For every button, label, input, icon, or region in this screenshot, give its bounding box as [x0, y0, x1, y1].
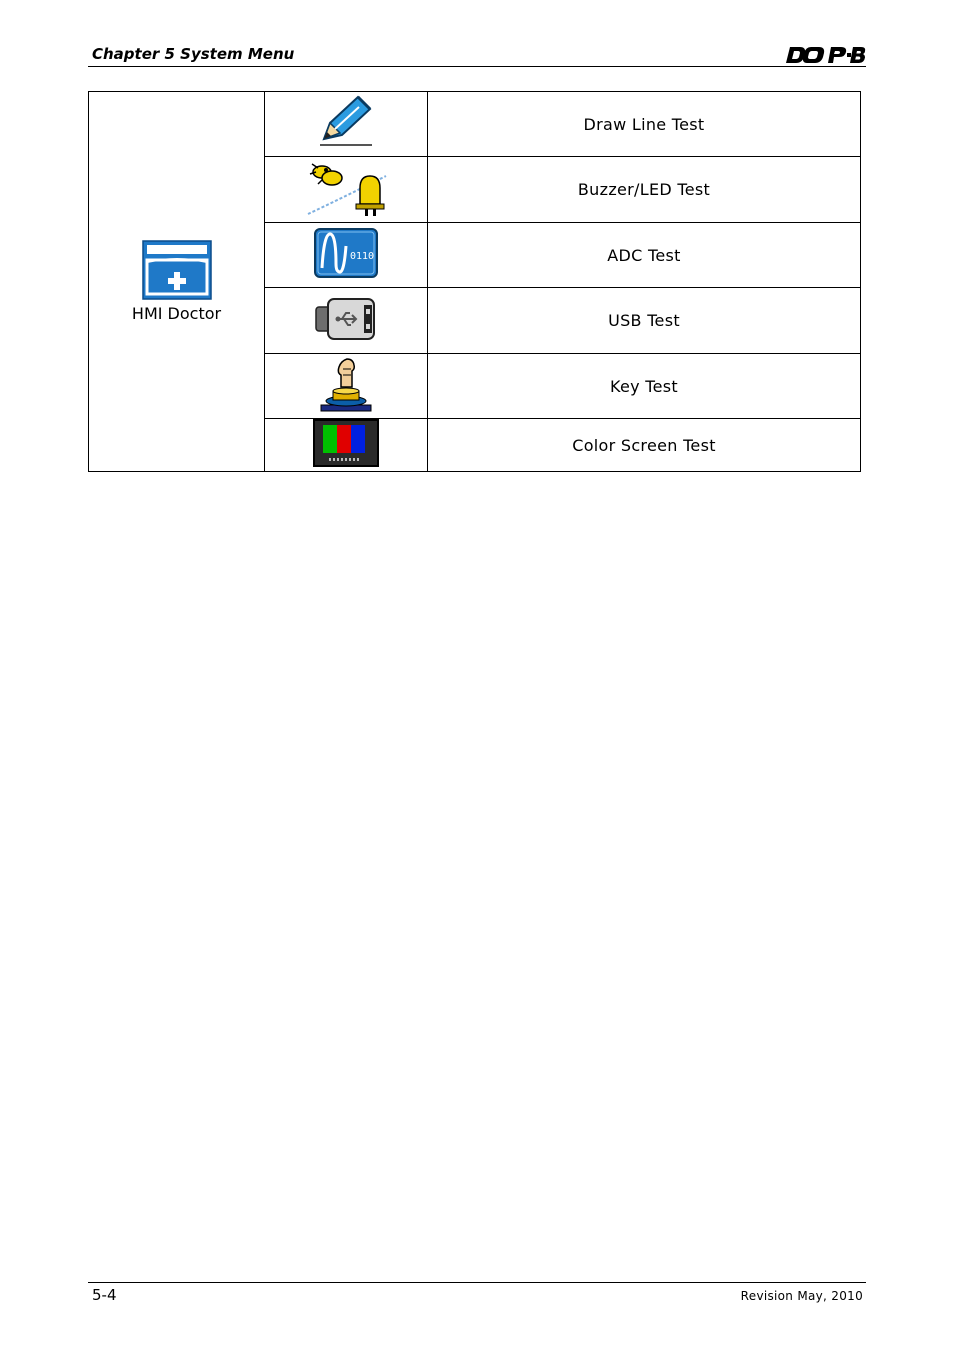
color-screen-test-label: Color Screen Test [428, 419, 861, 472]
system-menu-table [88, 91, 861, 472]
key-press-icon [317, 355, 375, 413]
draw-line-test-label: Draw Line Test [428, 92, 861, 157]
usb-icon [314, 297, 378, 341]
adc-icon-cell [265, 223, 428, 288]
buzzer-led-icon-cell [265, 157, 428, 223]
adc-test-label: ADC Test [428, 223, 861, 288]
page-number: 5-4 [92, 1286, 117, 1304]
revision-note: Revision May, 2010 [740, 1289, 863, 1303]
key-test-label: Key Test [428, 354, 861, 419]
header-rule [88, 66, 866, 67]
buzzer-led-test-label: Buzzer/LED Test [428, 157, 861, 223]
color-screen-icon-cell [265, 419, 428, 472]
draw-line-icon-cell [265, 92, 428, 157]
hmi-doctor-icon [142, 240, 212, 300]
usb-icon-cell [265, 288, 428, 354]
svg-text:0110: 0110 [350, 251, 375, 262]
hmi-doctor-cell [89, 92, 265, 472]
chapter-title: Chapter 5 System Menu [92, 45, 295, 63]
buzzer-led-icon [304, 158, 388, 218]
dop-b-logo [784, 44, 866, 66]
usb-test-label: USB Test [428, 288, 861, 354]
footer-rule [88, 1282, 866, 1283]
hmi-doctor-label: HMI Doctor [131, 304, 222, 323]
pencil-icon [316, 95, 376, 149]
adc-icon [314, 228, 378, 278]
color-screen-icon [313, 419, 379, 467]
key-icon-cell [265, 354, 428, 419]
